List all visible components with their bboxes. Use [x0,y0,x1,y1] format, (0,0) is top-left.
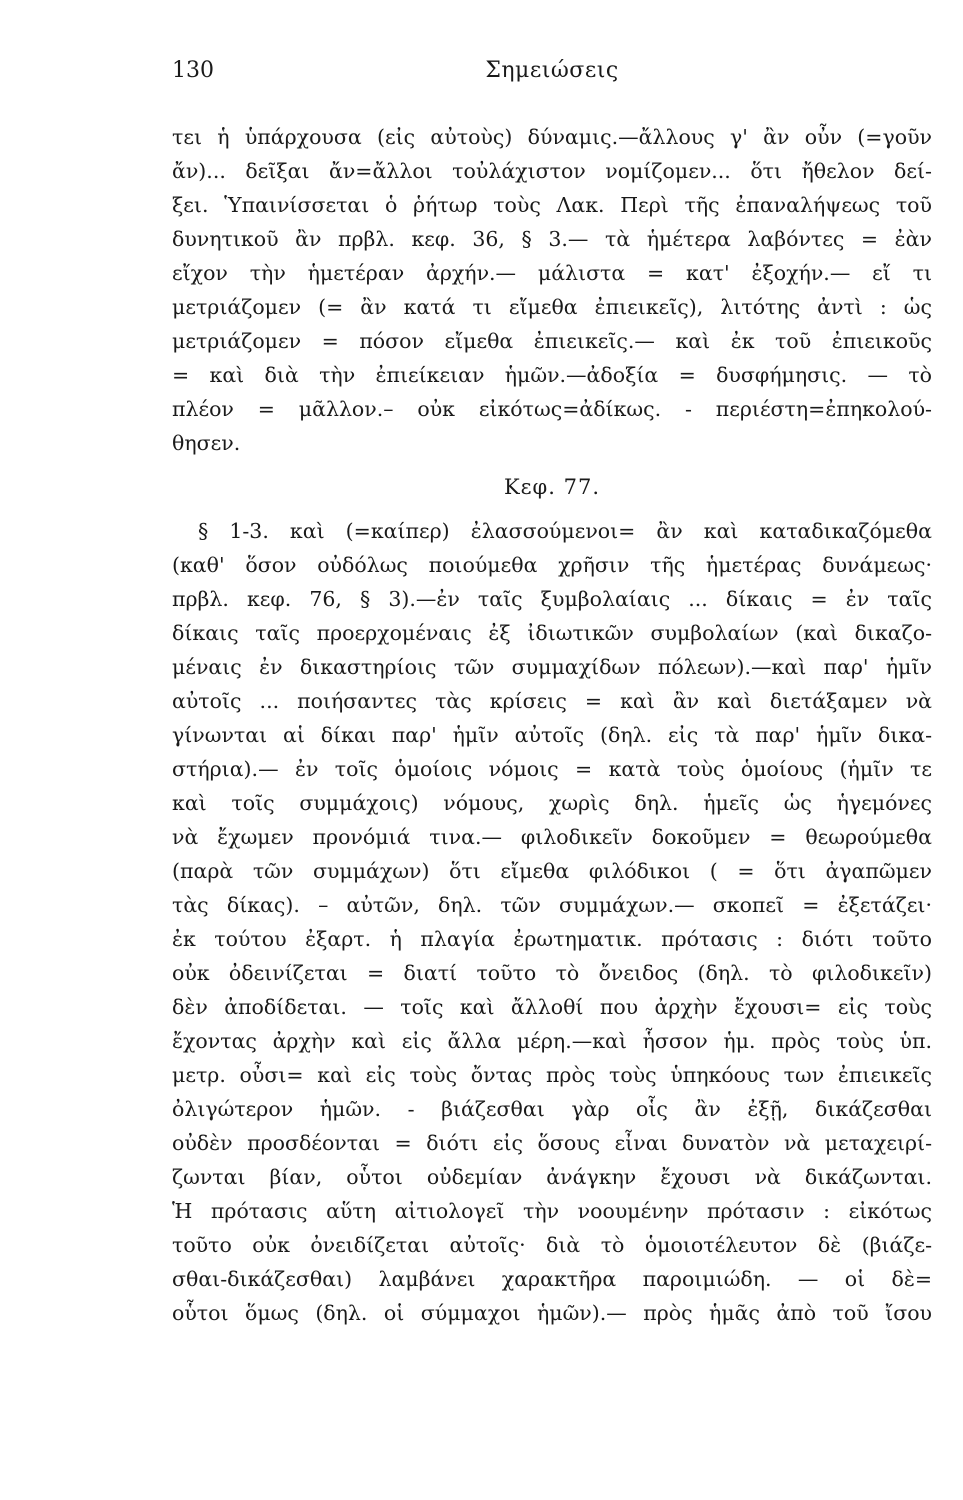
text-line: ζωνται βίαν, οὗτοι οὐδεμίαν ἀνάγκην ἔχουσι νὰ δικάζωνται. [172,1165,932,1189]
page-number: 130 [172,58,214,83]
text-line: πλέον = μᾶλλον.– οὐκ εἰκότως=ἀδίκως. - περιέστη=ἐπηκολού- [172,397,932,421]
text-line: (καθ' ὅσον οὐδόλως ποιούμεθα χρῆσιν τῆς ἡμετέρας δυνάμεως· [172,553,932,577]
text-line: ἐκ τούτου ἐξαρτ. ἡ πλαγία ἐρωτηματικ. πρότασις : διότι τοῦτο [172,927,932,951]
text-line: στήρια).— ἐν τοῖς ὁμοίοις νόμοις = κατὰ τοὺς ὁμοίους (ἡμῖν τε [172,757,932,781]
text-line: τὰς δίκας). – αὐτῶν, δηλ. τῶν συμμάχων.— σκοπεῖ = ἐξετάζει· [172,893,932,917]
text-line: ὀλιγώτερον ἡμῶν. - βιάζεσθαι γὰρ οἷς ἂν ἐξῇ, δικάζεσθαι [172,1097,932,1121]
text-line: δυνητικοῦ ἂν πρβλ. κεφ. 36, § 3.— τὰ ἡμέτερα λαβόντες = ἐὰν [172,227,932,251]
text-line: πρβλ. κεφ. 76, § 3).—ἐν ταῖς ξυμβολαίαις ... δίκαις = ἐν ταῖς [172,587,932,611]
text-line: δὲν ἀποδίδεται. — τοῖς καὶ ἄλλοθί που ἀρχὴν ἔχουσι= εἰς τοὺς [172,995,932,1019]
text-line: μετριάζομεν = πόσον εἴμεθα ἐπιεικεῖς.— καὶ ἐκ τοῦ ἐπιεικοῦς [172,329,932,353]
text-line: γίνωνται αἱ δίκαι παρ' ἡμῖν αὐτοῖς (δηλ. εἰς τὰ παρ' ἡμῖν δικα- [172,723,932,747]
text-line: σθαι-δικάζεσθαι) λαμβάνει χαρακτῆρα παροιμιώδη. — οἱ δὲ= [172,1267,932,1291]
text-line: δίκαις ταῖς προερχομέναις ἐξ ἰδιωτικῶν συμβολαίων (καὶ δικαζο- [172,621,932,645]
text-line: καὶ τοῖς συμμάχοις) νόμους, χωρὶς δηλ. ἡμεῖς ὡς ἡγεμόνες [172,791,932,815]
page-header [172,58,932,90]
text-line: Ἡ πρότασις αὕτη αἰτιολογεῖ τὴν νοουμένην πρότασιν : εἰκότως [172,1199,932,1223]
text-line: § 1-3. καὶ (=καίπερ) ἐλασσούμενοι= ἂν καὶ καταδικαζόμεθα [198,519,932,543]
text-line: μετρ. οὖσι= καὶ εἰς τοὺς ὄντας πρὸς τοὺς ὑπηκόους των ἐπιεικεῖς [172,1063,932,1087]
text-line: μετριάζομεν (= ἂν κατά τι εἴμεθα ἐπιεικεῖς), λιτότης ἀντὶ : ὡς [172,295,932,319]
text-line: αὐτοῖς ... ποιήσαντες τὰς κρίσεις = καὶ ἂν καὶ διετάξαμεν νὰ [172,689,932,713]
text-line: οὗτοι ὅμως (δηλ. οἱ σύμμαχοι ἡμῶν).— πρὸς ἡμᾶς ἀπὸ τοῦ ἴσου [172,1301,932,1325]
running-head: Σημειώσεις [485,58,619,83]
text-line: ἔχοντας ἀρχὴν καὶ εἰς ἄλλα μέρη.—καὶ ἧσσον ἡμ. πρὸς τοὺς ὑπ. [172,1029,932,1053]
text-line: = καὶ διὰ τὴν ἐπιείκειαν ἡμῶν.—ἀδοξία = δυσφήμησις. — τὸ [172,363,932,387]
text-line: τοῦτο οὐκ ὀνειδίζεται αὐτοῖς· διὰ τὸ ὁμοιοτέλευτον δὲ (βιάζε- [172,1233,932,1257]
page-body [172,120,932,1330]
text-line: νὰ ἔχωμεν προνόμιά τινα.— φιλοδικεῖν δοκοῦμεν = θεωρούμεθα [172,825,932,849]
text-line: οὐδὲν προσδέονται = διότι εἰς ὅσους εἶναι δυνατὸν νὰ μεταχειρί- [172,1131,932,1155]
text-line: θησεν. [172,431,241,455]
text-line: (παρὰ τῶν συμμάχων) ὅτι εἴμεθα φιλόδικοι ( = ὅτι ἀγαπῶμεν [172,859,932,883]
text-line: τει ἡ ὑπάρχουσα (εἰς αὐτοὺς) δύναμις.—ἄλλους γ' ἂν οὖν (=γοῦν [172,125,932,149]
text-line: μέναις ἐν δικαστηρίοις τῶν συμμαχίδων πόλεων).—καὶ παρ' ἡμῖν [172,655,932,679]
text-line: οὐκ ὀδεινίζεται = διατί τοῦτο τὸ ὄνειδος (δηλ. τὸ φιλοδικεῖν) [172,961,932,985]
text-line: ξει. Ὑπαινίσσεται ὁ ῥήτωρ τοὺς Λακ. Περὶ τῆς ἐπαναλήψεως τοῦ [172,193,932,217]
chapter-heading: Κεφ. 77. [503,475,601,499]
text-line: ἄν)... δεῖξαι ἄν=ἄλλοι τοὐλάχιστον νομίζομεν... ὅτι ἤθελον δεί- [172,159,932,183]
text-line: εἴχον τὴν ἡμετέραν ἀρχήν.— μάλιστα = κατ' ἐξοχήν.— εἴ τι [172,261,932,285]
